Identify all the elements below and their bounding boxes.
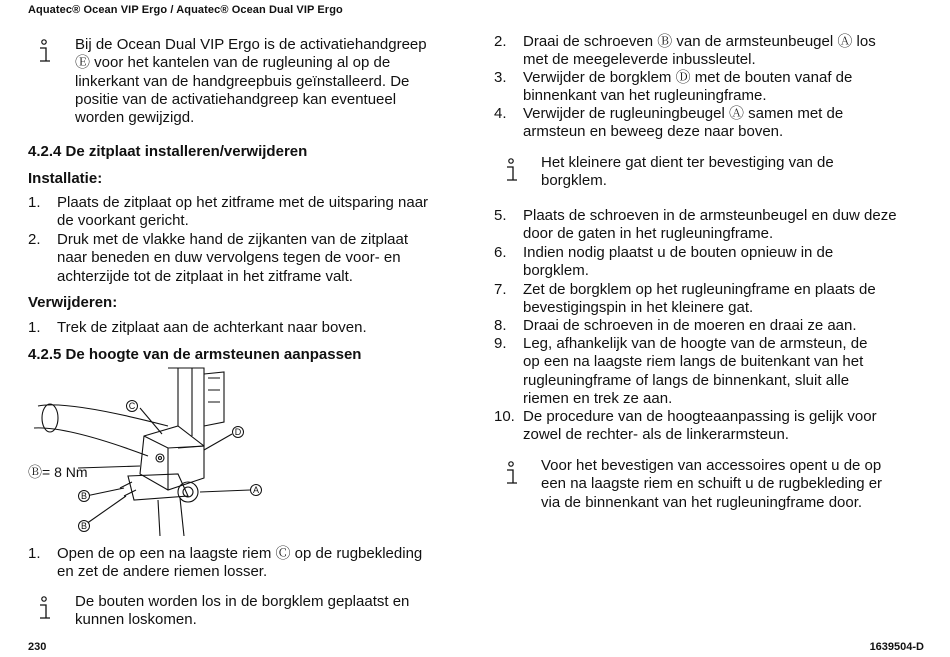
note-bolts-loose	[75, 593, 409, 630]
callout-d: D	[232, 426, 244, 438]
step-line: De procedure van de hoogteaanpassing is gelijk voor	[523, 408, 877, 425]
step-line: Plaats de schroeven in de armsteunbeugel en duw deze	[523, 207, 897, 224]
adjust-step-5	[523, 207, 897, 244]
step-number: 1.	[28, 194, 41, 211]
page-header: Aquatec® Ocean VIP Ergo / Aquatec® Ocean Dual VIP Ergo	[28, 4, 343, 16]
subheading-installatie: Installatie:	[28, 170, 103, 187]
adjust-step-10	[523, 408, 877, 445]
page-number: 230	[28, 641, 47, 653]
step-number: 6.	[494, 244, 507, 261]
note-line: linkerkant van de handgreepbuis geïnstalleerd. De	[75, 72, 410, 90]
step-number: 9.	[494, 335, 507, 352]
note-line: De bouten worden los in de borgklem geplaatst en	[75, 593, 410, 610]
install-step-1	[57, 194, 428, 231]
note-line: Ⓔ voor het kantelen van de rugleuning al op de	[75, 54, 391, 72]
subheading-verwijderen: Verwijderen:	[28, 294, 118, 311]
step-line: Open de op een na laagste riem Ⓒ op de rugbekleding	[57, 545, 423, 562]
step-line: naar beneden en duw vervolgens tegen de voor- en	[57, 249, 401, 267]
note-line: Bij de Ocean Dual VIP Ergo is de activatiehandgreep	[75, 36, 427, 53]
adjust-step-2	[523, 33, 876, 70]
step-line: riemen en trek ze aan.	[523, 389, 673, 407]
step-line: door de gaten in het rugleuningframe.	[523, 225, 774, 243]
step-number: 3.	[494, 69, 507, 86]
step-number: 1.	[28, 319, 41, 336]
step-line: zowel de rechter- als de linkerarmsteun.	[523, 426, 789, 444]
install-step-2	[57, 231, 408, 286]
info-icon	[36, 38, 56, 66]
note-line: positie van de activatiehandgreep kan eventueel	[75, 90, 397, 108]
step-line: Zet de borgklem op het rugleuningframe en plaats de	[523, 281, 876, 298]
step-number: 4.	[494, 105, 507, 122]
step-number: 2.	[494, 33, 507, 50]
step-line: Leg, afhankelijk van de hoogte van de armsteun, de	[523, 335, 868, 352]
step-line: Verwijder de borgklem Ⓓ met de bouten vanaf de	[523, 69, 853, 86]
torque-label: Ⓑ= 8 Nm	[28, 464, 88, 480]
step-line: rugleuningframe of langs de binnenkant, sluit alle	[523, 371, 850, 389]
adjust-step-1	[57, 545, 422, 582]
note-line: borgklem.	[541, 172, 607, 190]
document-code: 1639504-D	[869, 641, 924, 653]
note-smaller-hole	[541, 154, 834, 191]
step-line: op een na laagste riem langs de buitenkant van het	[523, 353, 864, 371]
note-dual-vip	[75, 36, 427, 127]
step-number: 2.	[28, 231, 41, 248]
step-line: en zet de andere riemen losser.	[57, 563, 268, 581]
step-number: 10.	[494, 408, 515, 425]
adjust-step-6	[523, 244, 833, 281]
step-line: Indien nodig plaatst u de bouten opnieuw in de	[523, 244, 834, 261]
armrest-figure	[28, 366, 278, 536]
step-line: achterzijde tot de zitplaat in het zitframe valt.	[57, 267, 353, 285]
step-line: binnenkant van het rugleuningframe.	[523, 87, 767, 105]
step-line: Druk met de vlakke hand de zijkanten van de zitplaat	[57, 231, 409, 248]
step-number: 8.	[494, 317, 507, 334]
adjust-step-7	[523, 281, 876, 318]
note-line: een na laagste riem en schuift u de rugbekleding er	[541, 475, 883, 493]
adjust-step-3	[523, 69, 852, 106]
remove-step-1	[57, 319, 367, 337]
note-accessories	[541, 457, 882, 512]
info-icon	[36, 595, 56, 623]
armrest-drawing	[28, 366, 278, 536]
step-line: armsteun en beweeg deze naar boven.	[523, 123, 784, 141]
section-heading-4-2-4: 4.2.4 De zitplaat installeren/verwijderen	[28, 143, 308, 160]
section-heading-4-2-5: 4.2.5 De hoogte van de armsteunen aanpassen	[28, 346, 362, 363]
step-line: Draai de schroeven in de moeren en draai ze aan.	[523, 317, 857, 334]
note-line: Het kleinere gat dient ter bevestiging van de	[541, 154, 834, 171]
step-line: Plaats de zitplaat op het zitframe met de uitsparing naar	[57, 194, 429, 211]
callout-b: B	[78, 520, 90, 532]
step-line: Trek de zitplaat aan de achterkant naar boven.	[57, 319, 367, 336]
step-line: met de meegeleverde inbussleutel.	[523, 51, 756, 69]
step-line: bevestigingspin in het kleinere gat.	[523, 299, 754, 317]
note-line: worden gewijzigd.	[75, 109, 195, 127]
step-number: 5.	[494, 207, 507, 224]
step-number: 1.	[28, 545, 41, 562]
step-number: 7.	[494, 281, 507, 298]
step-line: borgklem.	[523, 262, 589, 280]
adjust-step-8	[523, 317, 857, 335]
callout-b: B	[78, 490, 90, 502]
info-icon	[503, 460, 523, 488]
step-line: Verwijder de rugleuningbeugel Ⓐ samen met de	[523, 105, 844, 122]
note-line: via de binnenkant van het rugleuningframe door.	[541, 493, 863, 511]
step-line: de voorkant gericht.	[57, 212, 189, 230]
callout-c: C	[126, 400, 138, 412]
note-line: kunnen loskomen.	[75, 611, 197, 629]
step-line: Draai de schroeven Ⓑ van de armsteunbeugel Ⓐ los	[523, 33, 876, 50]
callout-a: A	[250, 484, 262, 496]
adjust-step-4	[523, 105, 843, 142]
info-icon	[503, 157, 523, 185]
note-line: Voor het bevestigen van accessoires opent u de op	[541, 457, 882, 474]
adjust-step-9	[523, 335, 867, 408]
